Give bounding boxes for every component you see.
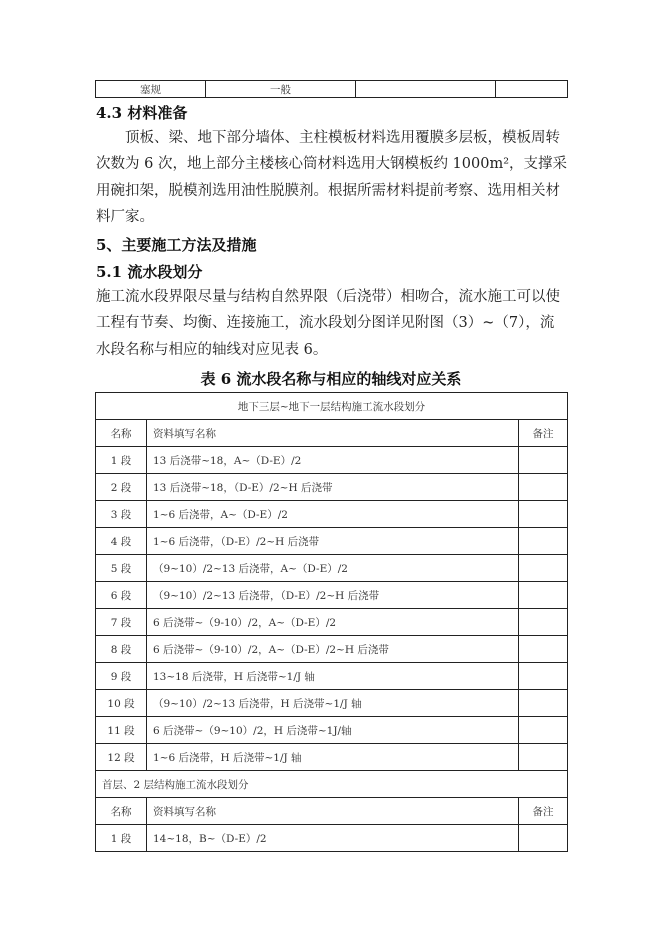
previous-table-row: [95, 80, 568, 98]
table-cell: 9 段: [96, 663, 147, 690]
table-cell: 11 段: [96, 717, 147, 744]
table-cell: [519, 555, 568, 582]
table-cell: 地下三层~地下一层结构施工流水段划分: [96, 393, 568, 420]
table-cell: 6 后浇带~（9-10）/2，A~（D-E）/2~H 后浇带: [147, 636, 519, 663]
table-cell: [519, 609, 568, 636]
table-cell: [519, 663, 568, 690]
table-cell: [519, 825, 568, 852]
table-cell: 资料填写名称: [147, 798, 519, 825]
table-cell: [519, 744, 568, 771]
table-cell: 3 段: [96, 501, 147, 528]
section-heading-4-3: 4.3 材料准备: [96, 104, 188, 122]
table-cell: （9~10）/2~13 后浇带，H 后浇带~1/J 轴: [147, 690, 519, 717]
cell: 塞规: [96, 81, 206, 98]
table-cell: [519, 501, 568, 528]
table-cell: 13 后浇带~18，A~（D-E）/2: [147, 447, 519, 474]
table-cell: 6 后浇带~（9-10）/2，A~（D-E）/2: [147, 609, 519, 636]
table-cell: 5 段: [96, 555, 147, 582]
table-cell: 1~6 后浇带，A~（D-E）/2: [147, 501, 519, 528]
table-row: [96, 447, 568, 474]
table-row: [96, 474, 568, 501]
cell: [356, 81, 496, 98]
table-cell: 12 段: [96, 744, 147, 771]
table-cell: 1~6 后浇带，H 后浇带~1/J 轴: [147, 744, 519, 771]
table-row: [96, 798, 568, 825]
table-cell: [519, 690, 568, 717]
table-row: [96, 501, 568, 528]
table-row: [96, 393, 568, 420]
table-cell: 名称: [96, 420, 147, 447]
table-row: [96, 663, 568, 690]
table-cell: 1~6 后浇带，（D-E）/2~H 后浇带: [147, 528, 519, 555]
table-cell: [519, 447, 568, 474]
table-cell: 备注: [519, 798, 568, 825]
section-heading-5: 5、主要施工方法及措施: [96, 236, 257, 254]
table-cell: [519, 717, 568, 744]
table-cell: 名称: [96, 798, 147, 825]
table-cell: 1 段: [96, 825, 147, 852]
table-cell: 备注: [519, 420, 568, 447]
table-cell: （9~10）/2~13 后浇带，A~（D-E）/2: [147, 555, 519, 582]
table-row: [96, 528, 568, 555]
table-row: [96, 825, 568, 852]
table-title: 表 6 流水段名称与相应的轴线对应关系: [200, 370, 462, 388]
table-cell: [519, 582, 568, 609]
table-cell: 1 段: [96, 447, 147, 474]
table-row: [96, 744, 568, 771]
section-heading-5-1: 5.1 流水段划分: [96, 263, 203, 281]
table-cell: 14~18，B~（D-E）/2: [147, 825, 519, 852]
cell: 一般: [206, 81, 356, 98]
table-row: [96, 555, 568, 582]
cell: [496, 81, 568, 98]
flow-section-table: [95, 392, 568, 852]
paragraph-materials: 顶板、梁、地下部分墙体、主柱模板材料选用覆膜多层板，模板周转次数为 6 次，地上部分主楼核心筒材料选用大钢模板约 1000m²，支撑采用碗扣架，脱模剂选用油性脱膜剂。根据所需材料提前考察、选用相关材料厂家。: [96, 130, 568, 225]
paragraph-flow-sections: 施工流水段界限尽量与结构自然界限（后浇带）相吻合，流水施工可以使工程有节奏、均衡、连接施工，流水段划分图详见附图（3）~（7），流水段名称与相应的轴线对应见表 6。: [96, 289, 560, 358]
table-row: [96, 609, 568, 636]
table-cell: （9~10）/2~13 后浇带，（D-E）/2~H 后浇带: [147, 582, 519, 609]
table-cell: 4 段: [96, 528, 147, 555]
table-cell: [519, 636, 568, 663]
table-cell: 6 段: [96, 582, 147, 609]
table-cell: [519, 528, 568, 555]
table-row: [96, 717, 568, 744]
table-row: [96, 420, 568, 447]
table-cell: 10 段: [96, 690, 147, 717]
table-cell: [519, 474, 568, 501]
table-cell: 2 段: [96, 474, 147, 501]
table-row: [96, 582, 568, 609]
table-cell: 13 后浇带~18，（D-E）/2~H 后浇带: [147, 474, 519, 501]
table-cell: 13~18 后浇带，H 后浇带~1/J 轴: [147, 663, 519, 690]
table-cell: 资料填写名称: [147, 420, 519, 447]
table-row: [96, 771, 568, 798]
table-cell: 首层、2 层结构施工流水段划分: [96, 771, 568, 798]
table-cell: 7 段: [96, 609, 147, 636]
table-cell: 6 后浇带~（9~10）/2，H 后浇带~1J/轴: [147, 717, 519, 744]
table-row: [96, 636, 568, 663]
table-cell: 8 段: [96, 636, 147, 663]
table-row: [96, 690, 568, 717]
